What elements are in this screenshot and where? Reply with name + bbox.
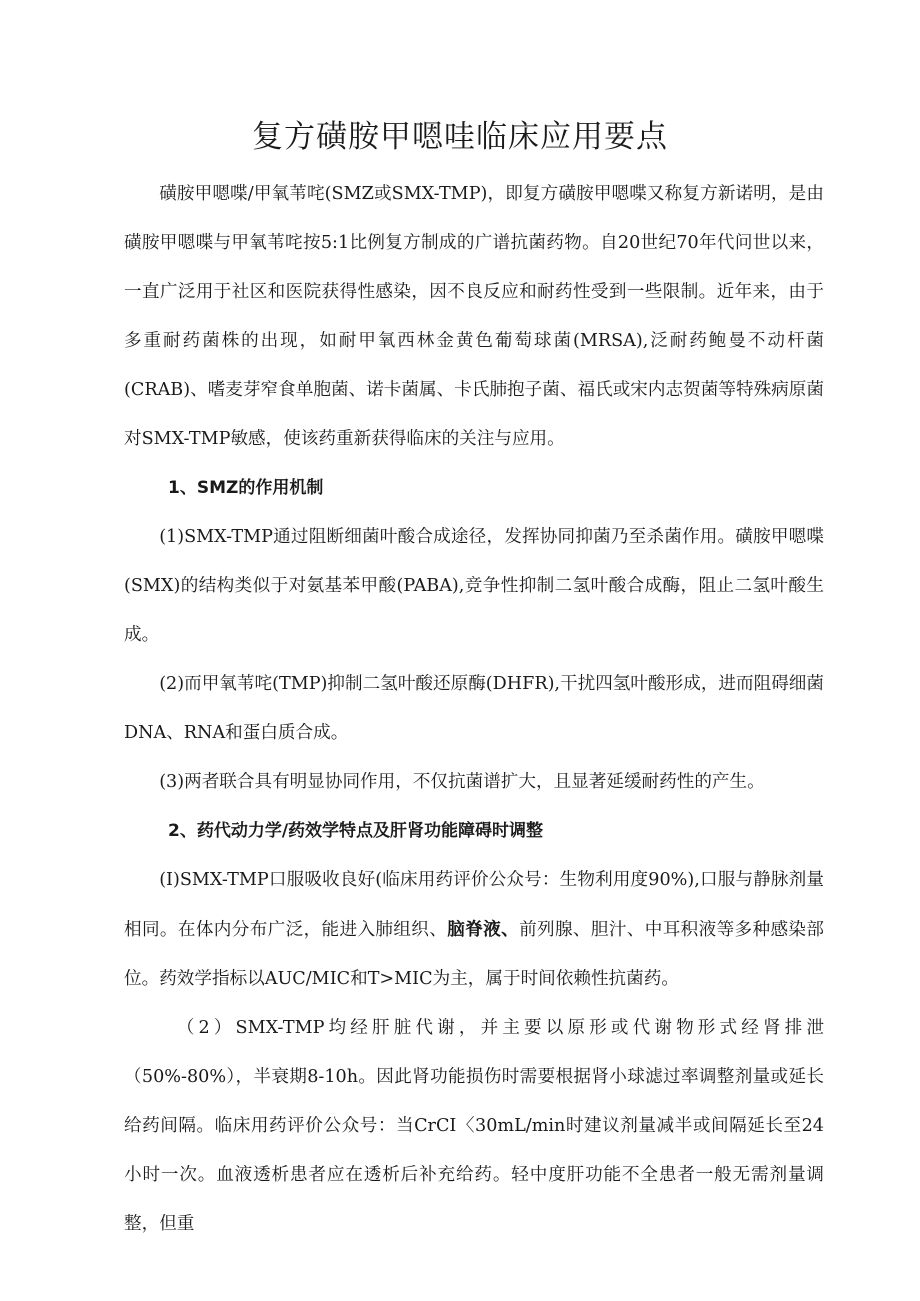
- section-1-heading: 1、SMZ的作用机制: [168, 478, 324, 498]
- section-2-heading: 2、药代动力学/药效学特点及肝肾功能障碍时调整: [168, 821, 544, 841]
- section-1-paragraph-2: (2)而甲氧苇咤(TMP)抑制二氢叶酸还原酶(DHFR),干扰四氢叶酸形成，进而阻碍细菌DNA、RNA和蛋白质合成。: [124, 674, 824, 743]
- section-1-paragraph-3: (3)两者联合具有明显协同作用，不仅抗菌谱扩大，且显著延缓耐药性的产生。: [159, 772, 765, 792]
- section-2-paragraph-1: [124, 856, 824, 1004]
- section-2-paragraph-1-part-a: (I)SMX-TMP口服吸收良好(临床用药评价公众号：生物利用度90%),口服与静脉剂量相同。在体内分布广泛，能进入肺组织、: [124, 870, 824, 940]
- document-title: 复方磺胺甲嗯哇临床应用要点: [252, 119, 668, 155]
- document-body: [124, 170, 824, 1249]
- section-2-paragraph-1-part-b: 前列腺、胆汁、中耳积液等多种感染部位。药效学指标以AUC/MIC和T>MIC为主，属于时间依赖性抗菌药。: [124, 920, 824, 989]
- intro-paragraph: 磺胺甲嗯喋/甲氧苇咤(SMZ或SMX-TMP)，即复方磺胺甲嗯喋又称复方新诺明，是由磺胺甲嗯喋与甲氧苇咤按5:1比例复方制成的广谱抗菌药物。自20世纪70年代问世以来，一直广泛用于社区和医院获得性感染，因不良反应和耐药性受到一些限制。近年来，由于多重耐药菌株的出现，如耐甲氧西林金黄色葡萄球菌(MRSA),泛耐药鲍曼不动杆菌(CRAB)、嗜麦芽窄食单胞菌、诺卡菌属、卡氏肺抱子菌、福氏或宋内志贺菌等特殊病原菌对SMX-TMP敏感，使该药重新获得临床的关注与应用。: [124, 184, 824, 449]
- section-1-paragraph-1: (1)SMX-TMP通过阻断细菌叶酸合成途径，发挥协同抑菌乃至杀菌作用。磺胺甲嗯喋(SMX)的结构类似于对氨基苯甲酸(PABA),竞争性抑制二氢叶酸合成酶，阻止二氢叶酸生成。: [124, 527, 824, 645]
- section-2-paragraph-2: （2）SMX-TMP均经肝脏代谢，并主要以原形或代谢物形式经肾排泄（50%-80%），半衰期8-10h。因此肾功能损伤时需要根据肾小球滤过率调整剂量或延长给药间隔。临床用药评价公众号：当CrCI〈30mL/min时建议剂量减半或间隔延长至24小时一次。血液透析患者应在透析后补充给药。轻中度肝功能不全患者一般无需剂量调整，但重: [124, 1018, 824, 1234]
- section-2-paragraph-1-bold: 脑脊液、: [447, 919, 520, 940]
